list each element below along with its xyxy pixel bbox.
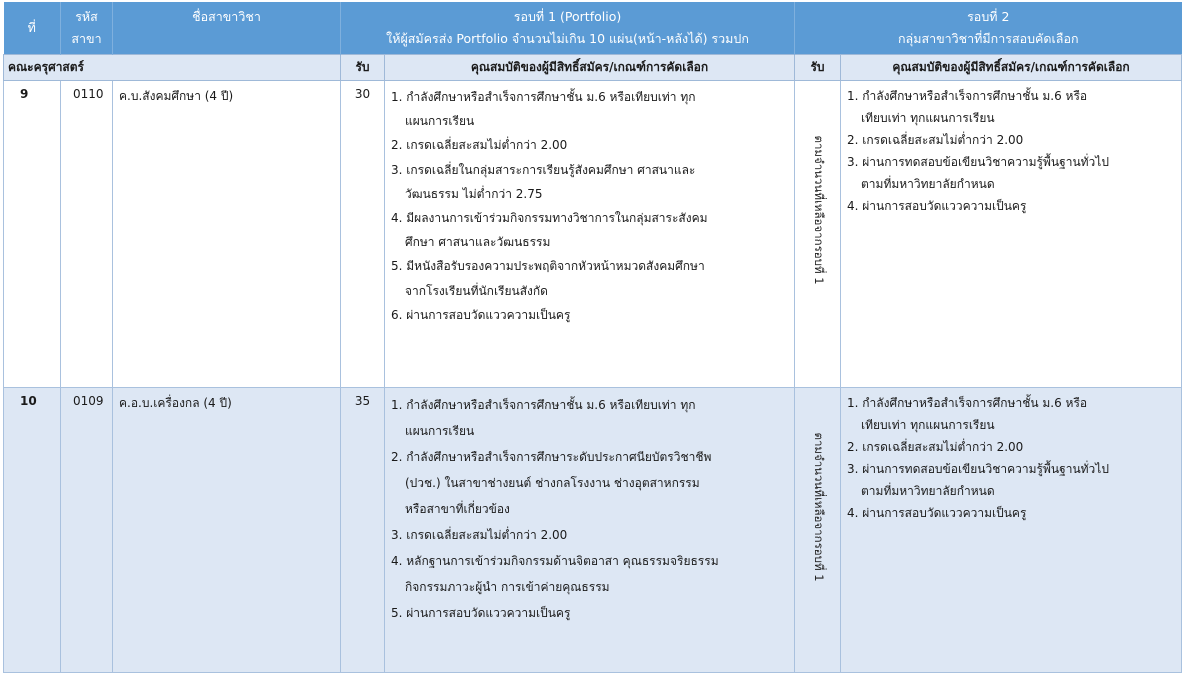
round1-quota: 30 bbox=[341, 81, 385, 388]
header-round1-title: รอบที่ 1 (Portfolio) bbox=[513, 9, 622, 24]
program-name: ค.อ.บ.เครื่องกล (4 ปี) bbox=[113, 388, 341, 673]
program-code: 0110 bbox=[61, 81, 113, 388]
criteria-line: จากโรงเรียนที่นักเรียนสังกัด bbox=[405, 283, 548, 298]
criteria-line: แผนการเรียน bbox=[405, 424, 475, 438]
criteria-line: 1. กำลังศึกษาหรือสำเร็จการศึกษาชั้น ม.6 หรือ bbox=[847, 89, 1088, 103]
criteria-line: 2. เกรดเฉลี่ยสะสมไม่ต่ำกว่า 2.00 bbox=[847, 133, 1024, 147]
criteria-item bbox=[847, 195, 1177, 217]
criteria-line: 1. กำลังศึกษาหรือสำเร็จการศึกษาชั้น ม.6 หรือ bbox=[847, 396, 1088, 410]
admission-table bbox=[3, 2, 1182, 673]
table-row bbox=[4, 388, 1182, 673]
round1-criteria bbox=[385, 81, 795, 388]
criteria-line: วัฒนธรรม ไม่ต่ำกว่า 2.75 bbox=[405, 186, 543, 201]
round2-quota bbox=[795, 81, 841, 388]
header-round2-sub: กลุ่มสาขาวิชาที่มีการสอบคัดเลือก bbox=[897, 31, 1079, 46]
round2-quota bbox=[795, 388, 841, 673]
table-row bbox=[4, 81, 1182, 388]
criteria-line: 3. ผ่านการทดสอบข้อเขียนวิชาความรู้พื้นฐานทั่วไป bbox=[847, 155, 1109, 169]
criteria-item bbox=[391, 444, 790, 522]
criteria-item bbox=[847, 129, 1177, 151]
round2-criteria bbox=[841, 388, 1182, 673]
criteria-item bbox=[391, 133, 790, 157]
criteria-item bbox=[847, 151, 1177, 195]
program-no: 9 bbox=[4, 81, 61, 388]
criteria-item bbox=[391, 254, 790, 302]
quota1-label: รับ bbox=[341, 55, 385, 81]
criteria-item bbox=[847, 85, 1177, 129]
criteria-item bbox=[391, 303, 790, 327]
program-no: 10 bbox=[4, 388, 61, 673]
criteria-item bbox=[391, 600, 790, 626]
header-code bbox=[61, 2, 113, 55]
criteria-line: (ปวช.) ในสาขาช่างยนต์ ช่างกลโรงงาน ช่างอุตสาหกรรม bbox=[405, 476, 700, 490]
criteria-line: 5. มีหนังสือรับรองความประพฤติจากหัวหน้าหมวดสังคมศึกษา bbox=[391, 259, 705, 274]
criteria-line: 5. ผ่านการสอบวัดแววความเป็นครู bbox=[391, 606, 571, 620]
criteria-item bbox=[847, 502, 1177, 524]
criteria1-label: คุณสมบัติของผู้มีสิทธิ์สมัคร/เกณฑ์การคัดเลือก bbox=[385, 55, 795, 81]
criteria-line: แผนการเรียน bbox=[405, 114, 475, 129]
header-code-line-2: สาขา bbox=[71, 31, 102, 46]
criteria-line: 3. เกรดเฉลี่ยสะสมไม่ต่ำกว่า 2.00 bbox=[391, 528, 568, 542]
criteria-item bbox=[391, 85, 790, 133]
quota2-label: รับ bbox=[795, 55, 841, 81]
criteria-item bbox=[391, 158, 790, 206]
criteria-line: 2. เกรดเฉลี่ยสะสมไม่ต่ำกว่า 2.00 bbox=[391, 138, 568, 153]
criteria-line: 2. กำลังศึกษาหรือสำเร็จการศึกษาระดับประกาศนียบัตรวิชาชีพ bbox=[391, 450, 712, 464]
faculty-label: คณะครุศาสตร์ bbox=[4, 55, 341, 81]
criteria-line: 4. หลักฐานการเข้าร่วมกิจกรรมด้านจิตอาสา คุณธรรมจริยธรรม bbox=[391, 554, 719, 568]
criteria-line: ศึกษา ศาสนาและวัฒนธรรม bbox=[405, 235, 551, 250]
criteria-line: 6. ผ่านการสอบวัดแววความเป็นครู bbox=[391, 307, 571, 322]
program-name: ค.บ.สังคมศึกษา (4 ปี) bbox=[113, 81, 341, 388]
criteria-item bbox=[847, 392, 1177, 436]
round2-quota-text: ตามจำนวนที่เหลือจากรอบที่ 1 bbox=[811, 135, 826, 285]
criteria-item bbox=[391, 392, 790, 444]
header-code-line-1: รหัส bbox=[75, 9, 98, 24]
round2-criteria bbox=[841, 81, 1182, 388]
criteria-item bbox=[847, 436, 1177, 458]
criteria-item bbox=[391, 548, 790, 600]
criteria-line: 4. ผ่านการสอบวัดแววความเป็นครู bbox=[847, 506, 1027, 520]
criteria-line: ตามที่มหาวิทยาลัยกำหนด bbox=[861, 177, 995, 191]
header-row bbox=[4, 2, 1182, 55]
program-code: 0109 bbox=[61, 388, 113, 673]
criteria-line: 3. เกรดเฉลี่ยในกลุ่มสาระการเรียนรู้สังคมศึกษา ศาสนาและ bbox=[391, 162, 696, 177]
header-round1 bbox=[341, 2, 795, 55]
criteria-line: 1. กำลังศึกษาหรือสำเร็จการศึกษาชั้น ม.6 หรือเทียบเท่า ทุก bbox=[391, 90, 696, 104]
header-program-name: ชื่อสาขาวิชา bbox=[113, 2, 341, 55]
criteria-line: ตามที่มหาวิทยาลัยกำหนด bbox=[861, 484, 995, 498]
criteria-item bbox=[847, 458, 1177, 502]
criteria-item bbox=[391, 522, 790, 548]
header-no: ที่ bbox=[4, 2, 61, 55]
criteria-line: เทียบเท่า ทุกแผนการเรียน bbox=[861, 111, 995, 125]
criteria-item bbox=[391, 206, 790, 254]
criteria-line: 2. เกรดเฉลี่ยสะสมไม่ต่ำกว่า 2.00 bbox=[847, 440, 1024, 454]
criteria-line: หรือสาขาที่เกี่ยวข้อง bbox=[405, 502, 510, 516]
round2-quota-text: ตามจำนวนที่เหลือจากรอบที่ 1 bbox=[811, 432, 826, 582]
header-round2 bbox=[795, 2, 1182, 55]
header-round1-sub: ให้ผู้สมัครส่ง Portfolio จำนวนไม่เกิน 10 แผ่น(หน้า-หลังได้) รวมปก bbox=[386, 31, 749, 46]
criteria-line: 4. ผ่านการสอบวัดแววความเป็นครู bbox=[847, 199, 1027, 213]
criteria-line: 4. มีผลงานการเข้าร่วมกิจกรรมทางวิชาการในกลุ่มสาระสังคม bbox=[391, 211, 708, 226]
round1-quota: 35 bbox=[341, 388, 385, 673]
criteria2-label: คุณสมบัติของผู้มีสิทธิ์สมัคร/เกณฑ์การคัดเลือก bbox=[841, 55, 1182, 81]
criteria-line: 1. กำลังศึกษาหรือสำเร็จการศึกษาชั้น ม.6 หรือเทียบเท่า ทุก bbox=[391, 398, 696, 412]
round1-criteria bbox=[385, 388, 795, 673]
criteria-line: เทียบเท่า ทุกแผนการเรียน bbox=[861, 418, 995, 432]
criteria-line: 3. ผ่านการทดสอบข้อเขียนวิชาความรู้พื้นฐานทั่วไป bbox=[847, 462, 1109, 476]
subheader-row bbox=[4, 55, 1182, 81]
header-round2-title: รอบที่ 2 bbox=[967, 9, 1010, 24]
criteria-line: กิจกรรมภาวะผู้นำ การเข้าค่ายคุณธรรม bbox=[405, 580, 610, 594]
